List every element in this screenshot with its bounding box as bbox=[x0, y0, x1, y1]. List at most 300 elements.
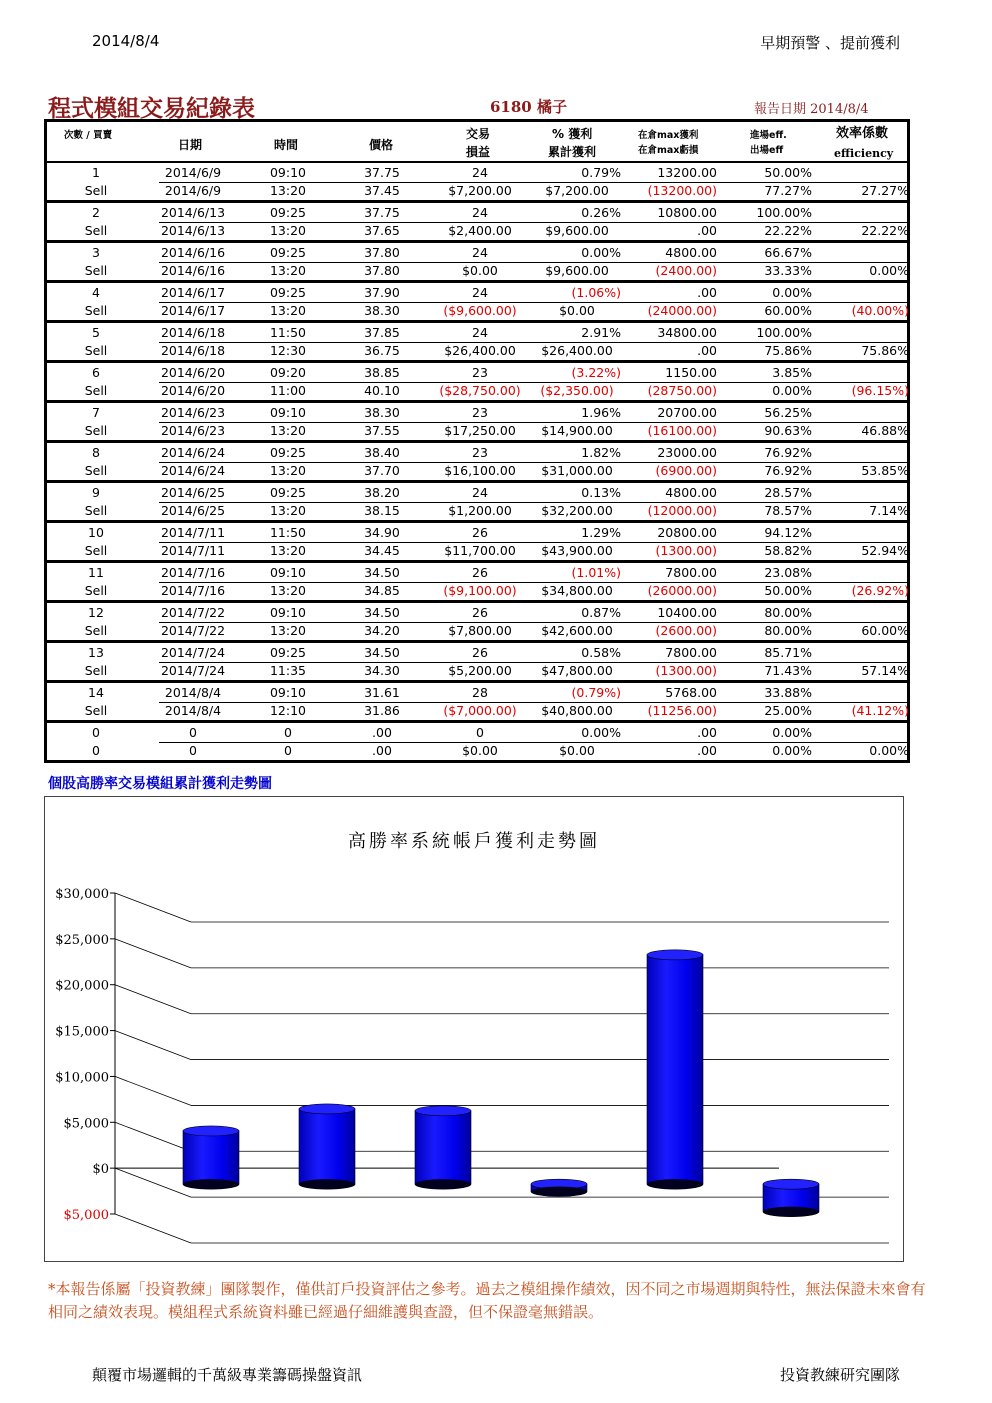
cell-date: 2014/6/24 bbox=[160, 463, 226, 478]
cell-price: 37.75 bbox=[364, 165, 400, 180]
cell-qty: 24 bbox=[472, 485, 488, 500]
trade-row bbox=[44, 563, 910, 603]
cell-time: 11:35 bbox=[269, 663, 307, 678]
cell-eff-out: 25.00% bbox=[764, 703, 812, 718]
cell-time: 11:00 bbox=[269, 383, 307, 398]
cell-eff-out: 33.33% bbox=[764, 263, 812, 278]
cell-pl: ($9,100.00) bbox=[443, 583, 517, 598]
cell-eff-out: 76.92% bbox=[764, 463, 812, 478]
cell-qty: 26 bbox=[472, 645, 488, 660]
cell-cum: $43,900.00 bbox=[541, 543, 613, 558]
cell-qty: 24 bbox=[472, 245, 488, 260]
page-title: 程式模組交易紀錄表 bbox=[48, 95, 255, 122]
cell-cum: $9,600.00 bbox=[545, 263, 609, 278]
cell-price: 34.50 bbox=[364, 605, 400, 620]
gridline-depth bbox=[115, 1031, 191, 1060]
cell-no: 6 bbox=[92, 365, 100, 380]
cell-price: 37.80 bbox=[364, 263, 400, 278]
cell-maxl: (13200.00) bbox=[647, 183, 717, 198]
cell-date: 2014/6/9 bbox=[164, 165, 222, 180]
cell-side: Sell bbox=[84, 423, 108, 438]
col-efc-a: 效率係數 bbox=[836, 126, 889, 141]
cell-pct: 1.82% bbox=[581, 445, 621, 460]
cell-side: Sell bbox=[84, 183, 108, 198]
trade-line bbox=[47, 644, 907, 662]
cell-qty: 26 bbox=[472, 605, 488, 620]
cell-time: 09:25 bbox=[269, 645, 307, 660]
gridline-depth bbox=[115, 1076, 191, 1105]
cell-price: 37.65 bbox=[364, 223, 400, 238]
cell-eff-out: 58.82% bbox=[764, 543, 812, 558]
cell-efc: 60.00% bbox=[861, 623, 909, 638]
trade-row bbox=[44, 603, 910, 643]
cell-price: 34.50 bbox=[364, 565, 400, 580]
cell-date: 2014/7/22 bbox=[160, 623, 226, 638]
cell-maxl: (11256.00) bbox=[647, 703, 717, 718]
col-pl-b: 損益 bbox=[466, 145, 491, 159]
bar-base bbox=[183, 1179, 239, 1189]
cell-eff-out: 71.43% bbox=[764, 663, 812, 678]
cell-price: 38.40 bbox=[364, 445, 400, 460]
cell-time: 13:20 bbox=[269, 303, 307, 318]
trade-line bbox=[47, 542, 907, 560]
gridline-depth bbox=[115, 893, 191, 922]
cell-no: 9 bbox=[92, 485, 100, 500]
cell-no: 2 bbox=[92, 205, 100, 220]
cell-pl: $2,400.00 bbox=[448, 223, 512, 238]
cell-eff-in: 56.25% bbox=[764, 405, 812, 420]
trade-row bbox=[44, 203, 910, 243]
chart-caption[interactable]: 個股高勝率交易模組累計獲利走勢圖 bbox=[48, 776, 272, 792]
cell-eff-out: 90.63% bbox=[764, 423, 812, 438]
trade-line bbox=[47, 164, 907, 182]
cell-no: 13 bbox=[88, 645, 104, 660]
cell-date: 0 bbox=[189, 725, 197, 740]
col-eff-b: 出場eff bbox=[750, 145, 784, 156]
cell-price: 31.61 bbox=[364, 685, 400, 700]
cell-efc: 57.14% bbox=[861, 663, 909, 678]
cell-date: 2014/6/20 bbox=[160, 365, 226, 380]
cell-maxp: 23000.00 bbox=[657, 445, 717, 460]
cell-date: 2014/6/24 bbox=[160, 445, 226, 460]
cell-eff-in: 23.08% bbox=[764, 565, 812, 580]
cell-date: 2014/6/23 bbox=[160, 423, 226, 438]
trade-row bbox=[44, 363, 910, 403]
cell-no: 5 bbox=[92, 325, 100, 340]
bar bbox=[299, 1109, 355, 1189]
cell-time: 09:25 bbox=[269, 445, 307, 460]
cell-pl: $1,200.00 bbox=[448, 503, 512, 518]
cell-date: 2014/7/24 bbox=[160, 645, 226, 660]
cell-eff-out: 60.00% bbox=[764, 303, 812, 318]
disclaimer: *本報告係屬「投資教練」團隊製作，僅供訂戶投資評估之參考。過去之模組操作績效，因不同之市場週期與特性，無法保證未來會有相同之績效表現。模組程式系統資料雖已經過仔細維護與查證，但不保證毫無錯誤。 bbox=[48, 1280, 926, 1321]
cell-qty: 23 bbox=[472, 365, 488, 380]
cell-maxp: 34800.00 bbox=[657, 325, 717, 340]
trade-row bbox=[44, 523, 910, 563]
cell-no: 14 bbox=[88, 685, 104, 700]
cell-eff-out: 77.27% bbox=[764, 183, 812, 198]
cell-pl: $26,400.00 bbox=[444, 343, 516, 358]
cell-price: 31.86 bbox=[364, 703, 400, 718]
cell-efc: 22.22% bbox=[861, 223, 909, 238]
cell-time: 09:10 bbox=[269, 165, 307, 180]
cell-cum: $9,600.00 bbox=[545, 223, 609, 238]
cell-eff-in: 66.67% bbox=[764, 245, 812, 260]
cell-side: Sell bbox=[84, 703, 108, 718]
cell-side: Sell bbox=[84, 663, 108, 678]
cell-efc: 7.14% bbox=[869, 503, 909, 518]
footer-left: 顛覆市場邏輯的千萬級專業籌碼操盤資訊 bbox=[92, 1366, 363, 1384]
cell-pct: (3.22%) bbox=[571, 365, 621, 380]
col-eff-a: 進場eff. bbox=[750, 130, 787, 141]
cell-qty: 28 bbox=[472, 685, 488, 700]
cell-date: 2014/6/9 bbox=[164, 183, 222, 198]
cell-time: 11:50 bbox=[269, 525, 307, 540]
cell-pct: 0.58% bbox=[581, 645, 621, 660]
cell-side: Sell bbox=[84, 503, 108, 518]
cell-price: 38.30 bbox=[364, 303, 400, 318]
cell-efc: 53.85% bbox=[861, 463, 909, 478]
cell-eff-in: 80.00% bbox=[764, 605, 812, 620]
cell-time: 13:20 bbox=[269, 183, 307, 198]
cell-time: 13:20 bbox=[269, 543, 307, 558]
cell-maxl: (28750.00) bbox=[647, 383, 717, 398]
cell-time: 11:50 bbox=[269, 325, 307, 340]
bar-base bbox=[531, 1186, 587, 1196]
cell-eff-out: 0.00% bbox=[772, 383, 812, 398]
trade-row bbox=[44, 723, 910, 763]
cell-pct: 0.79% bbox=[581, 165, 621, 180]
cell-maxp: 4800.00 bbox=[665, 485, 717, 500]
cell-cum: $47,800.00 bbox=[541, 663, 613, 678]
cell-time: 09:25 bbox=[269, 205, 307, 220]
cell-time: 09:10 bbox=[269, 685, 307, 700]
cell-qty: 24 bbox=[472, 165, 488, 180]
cell-time: 13:20 bbox=[269, 423, 307, 438]
trade-row bbox=[44, 323, 910, 363]
cell-price: 34.20 bbox=[364, 623, 400, 638]
bar bbox=[647, 955, 703, 1189]
bar bbox=[415, 1111, 471, 1189]
cell-time: 09:10 bbox=[269, 565, 307, 580]
cell-time: 13:20 bbox=[269, 623, 307, 638]
cell-time: 12:10 bbox=[269, 703, 307, 718]
trade-table bbox=[44, 119, 910, 763]
cell-date: 2014/7/22 bbox=[160, 605, 226, 620]
cell-efc: (96.15%) bbox=[851, 383, 909, 398]
cell-qty: 23 bbox=[472, 445, 488, 460]
cell-price: 36.75 bbox=[364, 343, 400, 358]
chart-frame bbox=[44, 796, 904, 1262]
trade-row bbox=[44, 283, 910, 323]
cell-eff-in: 0.00% bbox=[772, 725, 812, 740]
cell-maxl: (26000.00) bbox=[647, 583, 717, 598]
cell-date: 0 bbox=[189, 743, 197, 758]
header-date: 2014/8/4 bbox=[92, 32, 160, 50]
cell-eff-out: 75.86% bbox=[764, 343, 812, 358]
col-efc-b: efficiency bbox=[834, 147, 894, 160]
cell-date: 2014/6/18 bbox=[160, 325, 226, 340]
cell-efc: 46.88% bbox=[861, 423, 909, 438]
cell-time: 09:25 bbox=[269, 245, 307, 260]
cell-eff-in: 0.00% bbox=[772, 285, 812, 300]
cell-maxl: .00 bbox=[697, 743, 717, 758]
trade-row bbox=[44, 243, 910, 283]
cell-side: Sell bbox=[84, 383, 108, 398]
cell-time: 13:20 bbox=[269, 503, 307, 518]
cell-maxp: 7800.00 bbox=[665, 565, 717, 580]
cell-time: 09:25 bbox=[269, 285, 307, 300]
cell-pl: ($7,000.00) bbox=[443, 703, 517, 718]
bar-base bbox=[647, 1179, 703, 1189]
cell-no: 10 bbox=[88, 525, 104, 540]
cell-side: Sell bbox=[84, 543, 108, 558]
cell-date: 2014/6/18 bbox=[160, 343, 226, 358]
cell-pl: $5,200.00 bbox=[448, 663, 512, 678]
cell-time: 09:10 bbox=[269, 605, 307, 620]
col-no: 次數 / 買賣 bbox=[64, 130, 113, 141]
cell-date: 2014/6/23 bbox=[160, 405, 226, 420]
y-tick-label: $5,000 bbox=[63, 1116, 109, 1132]
cell-date: 2014/6/25 bbox=[160, 503, 226, 518]
cell-price: 37.85 bbox=[364, 325, 400, 340]
cell-price: 37.45 bbox=[364, 183, 400, 198]
cell-price: 34.85 bbox=[364, 583, 400, 598]
cell-cum: ($2,350.00) bbox=[540, 383, 614, 398]
cell-cum: $42,600.00 bbox=[541, 623, 613, 638]
cell-no: 11 bbox=[88, 565, 104, 580]
cell-side: Sell bbox=[84, 343, 108, 358]
cell-cum: $40,800.00 bbox=[541, 703, 613, 718]
cell-pl: $7,200.00 bbox=[448, 183, 512, 198]
cell-pl: $11,700.00 bbox=[444, 543, 516, 558]
trade-row bbox=[44, 403, 910, 443]
trade-row bbox=[44, 683, 910, 723]
cell-no: 0 bbox=[92, 725, 100, 740]
cell-eff-out: 78.57% bbox=[764, 503, 812, 518]
cell-pct: 0.87% bbox=[581, 605, 621, 620]
cell-maxp: 13200.00 bbox=[657, 165, 717, 180]
cell-date: 2014/8/4 bbox=[164, 685, 222, 700]
y-tick-label: $10,000 bbox=[55, 1070, 109, 1086]
cell-date: 2014/7/24 bbox=[160, 663, 226, 678]
y-tick-label: $30,000 bbox=[55, 887, 109, 902]
bar-cap bbox=[415, 1106, 471, 1116]
gridline-depth bbox=[115, 985, 191, 1014]
cell-eff-in: 76.92% bbox=[764, 445, 812, 460]
cell-price: 34.30 bbox=[364, 663, 400, 678]
stock-name: 6180 橘子 bbox=[490, 98, 567, 116]
cell-price: 37.80 bbox=[364, 245, 400, 260]
cell-qty: 24 bbox=[472, 325, 488, 340]
cell-date: 2014/6/20 bbox=[160, 383, 226, 398]
trade-row bbox=[44, 483, 910, 523]
cell-date: 2014/6/17 bbox=[160, 303, 226, 318]
cell-eff-out: 22.22% bbox=[764, 223, 812, 238]
cell-qty: 24 bbox=[472, 205, 488, 220]
cell-efc: 0.00% bbox=[869, 263, 909, 278]
cell-price: 38.15 bbox=[364, 503, 400, 518]
trade-line bbox=[47, 604, 907, 622]
cell-maxp: 5768.00 bbox=[665, 685, 717, 700]
gridline-depth bbox=[115, 939, 191, 968]
cell-no: 1 bbox=[92, 165, 100, 180]
cell-eff-in: 50.00% bbox=[764, 165, 812, 180]
cell-pct: (0.79%) bbox=[571, 685, 621, 700]
cell-pct: 2.91% bbox=[581, 325, 621, 340]
cell-price: 34.90 bbox=[364, 525, 400, 540]
cell-efc: (26.92%) bbox=[851, 583, 909, 598]
cell-qty: 26 bbox=[472, 525, 488, 540]
report-date: 報告日期 2014/8/4 bbox=[754, 102, 869, 117]
cell-time: 13:20 bbox=[269, 583, 307, 598]
trade-line bbox=[47, 662, 907, 680]
cell-maxl: (16100.00) bbox=[647, 423, 717, 438]
cell-qty: 0 bbox=[476, 725, 484, 740]
col-max-b: 在倉max虧損 bbox=[638, 145, 699, 156]
cell-eff-out: 50.00% bbox=[764, 583, 812, 598]
trade-line bbox=[47, 244, 907, 262]
trade-line bbox=[47, 524, 907, 542]
cell-side: Sell bbox=[84, 263, 108, 278]
cell-cum: $0.00 bbox=[559, 743, 595, 758]
trade-row bbox=[44, 643, 910, 683]
col-pct-a: % 獲利 bbox=[552, 127, 593, 141]
bar-base bbox=[299, 1179, 355, 1189]
cell-maxl: (6900.00) bbox=[655, 463, 717, 478]
trade-line bbox=[47, 684, 907, 702]
cell-maxl: (2600.00) bbox=[655, 623, 717, 638]
cell-maxp: .00 bbox=[697, 285, 717, 300]
cell-time: 09:10 bbox=[269, 405, 307, 420]
trade-line bbox=[47, 462, 907, 480]
cell-eff-in: 3.85% bbox=[772, 365, 812, 380]
chart-title: 高勝率系統帳戶獲利走勢圖 bbox=[348, 831, 600, 852]
col-date: 日期 bbox=[178, 138, 203, 152]
col-pl-a: 交易 bbox=[466, 127, 491, 141]
gridline-depth bbox=[115, 1168, 191, 1197]
y-tick-label: $5,000 bbox=[63, 1208, 109, 1223]
bar-cap bbox=[299, 1104, 355, 1114]
bar-base bbox=[415, 1179, 471, 1189]
cell-pct: (1.01%) bbox=[571, 565, 621, 580]
bar-cap bbox=[183, 1126, 239, 1136]
cell-side: 0 bbox=[92, 743, 100, 758]
cell-time: 13:20 bbox=[269, 223, 307, 238]
col-pct-b: 累計獲利 bbox=[548, 145, 597, 159]
trade-line bbox=[47, 742, 907, 760]
cell-date: 2014/6/13 bbox=[160, 223, 226, 238]
cell-eff-in: 33.88% bbox=[764, 685, 812, 700]
cell-maxl: .00 bbox=[697, 223, 717, 238]
cell-price: 40.10 bbox=[364, 383, 400, 398]
cell-pct: 1.29% bbox=[581, 525, 621, 540]
trade-line bbox=[47, 404, 907, 422]
cell-price: 38.85 bbox=[364, 365, 400, 380]
trade-line bbox=[47, 502, 907, 520]
trade-line bbox=[47, 564, 907, 582]
cell-efc: 75.86% bbox=[861, 343, 909, 358]
col-time: 時間 bbox=[274, 138, 299, 152]
cell-pct: (1.06%) bbox=[571, 285, 621, 300]
cell-price: .00 bbox=[372, 725, 392, 740]
cell-cum: $32,200.00 bbox=[541, 503, 613, 518]
cell-cum: $7,200.00 bbox=[545, 183, 609, 198]
cell-pl: $0.00 bbox=[462, 263, 498, 278]
cell-maxp: .00 bbox=[697, 725, 717, 740]
cell-pct: 0.26% bbox=[581, 205, 621, 220]
cell-eff-out: 80.00% bbox=[764, 623, 812, 638]
cell-date: 2014/7/11 bbox=[160, 543, 226, 558]
cell-cum: $31,000.00 bbox=[541, 463, 613, 478]
cell-maxl: (2400.00) bbox=[655, 263, 717, 278]
trade-line bbox=[47, 422, 907, 440]
cell-efc: 52.94% bbox=[861, 543, 909, 558]
cell-cum: $14,900.00 bbox=[541, 423, 613, 438]
trade-line bbox=[47, 724, 907, 742]
cell-date: 2014/7/16 bbox=[160, 565, 226, 580]
trade-row bbox=[44, 163, 910, 203]
bar-cap bbox=[763, 1179, 819, 1189]
cell-cum: $26,400.00 bbox=[541, 343, 613, 358]
cell-eff-in: 85.71% bbox=[764, 645, 812, 660]
cell-price: .00 bbox=[372, 743, 392, 758]
cell-maxl: (24000.00) bbox=[647, 303, 717, 318]
header-slogan: 早期預警 、提前獲利 bbox=[760, 34, 900, 52]
cell-eff-in: 100.00% bbox=[756, 325, 812, 340]
trade-line bbox=[47, 364, 907, 382]
cell-pl: ($9,600.00) bbox=[443, 303, 517, 318]
col-price: 價格 bbox=[369, 138, 394, 152]
cell-maxp: 1150.00 bbox=[665, 365, 717, 380]
trade-line bbox=[47, 702, 907, 720]
cell-pl: ($28,750.00) bbox=[439, 383, 521, 398]
y-tick-label: $15,000 bbox=[55, 1024, 109, 1040]
cell-efc: (41.12%) bbox=[851, 703, 909, 718]
trade-line bbox=[47, 302, 907, 320]
cell-pl: $0.00 bbox=[462, 743, 498, 758]
cell-side: Sell bbox=[84, 223, 108, 238]
y-tick-label: $25,000 bbox=[55, 932, 109, 948]
cell-date: 2014/7/11 bbox=[160, 525, 226, 540]
cell-price: 37.70 bbox=[364, 463, 400, 478]
cell-maxl: .00 bbox=[697, 343, 717, 358]
cell-time: 13:20 bbox=[269, 463, 307, 478]
trade-line bbox=[47, 342, 907, 360]
cell-cum: $34,800.00 bbox=[541, 583, 613, 598]
col-max-a: 在倉max獲利 bbox=[638, 130, 699, 141]
cell-time: 12:30 bbox=[269, 343, 307, 358]
cell-price: 38.30 bbox=[364, 405, 400, 420]
cell-maxl: (12000.00) bbox=[647, 503, 717, 518]
cell-pct: 0.00% bbox=[581, 725, 621, 740]
trade-row bbox=[44, 443, 910, 483]
cell-efc: (40.00%) bbox=[851, 303, 909, 318]
cell-price: 34.50 bbox=[364, 645, 400, 660]
cell-maxl: (1300.00) bbox=[655, 543, 717, 558]
cell-maxl: (1300.00) bbox=[655, 663, 717, 678]
cell-date: 2014/7/16 bbox=[160, 583, 226, 598]
cell-side: Sell bbox=[84, 463, 108, 478]
cell-side: Sell bbox=[84, 623, 108, 638]
trade-line bbox=[47, 382, 907, 400]
cell-qty: 23 bbox=[472, 405, 488, 420]
trade-line bbox=[47, 204, 907, 222]
cell-qty: 24 bbox=[472, 285, 488, 300]
cell-efc: 27.27% bbox=[861, 183, 909, 198]
cell-time: 09:25 bbox=[269, 485, 307, 500]
profit-chart bbox=[45, 797, 903, 1261]
